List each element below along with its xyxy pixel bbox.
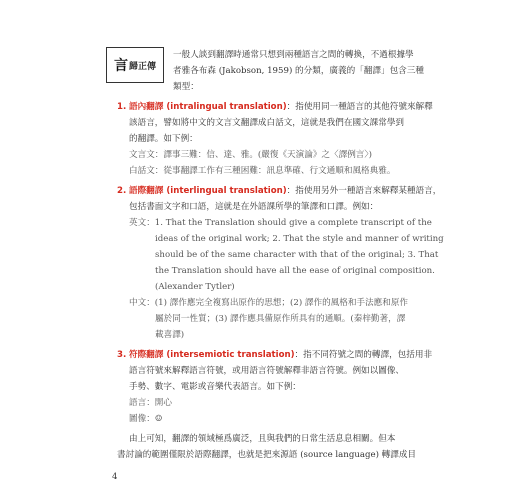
section-body-line: 該語言，譬如將中文的文言文翻譯成白話文，這就是我們在國文課常學到: [129, 118, 405, 128]
section-heading-2: [117, 186, 441, 197]
section-heading-3: [117, 350, 432, 361]
intro-line: 者雅各布森 (Jakobson, 1959) 的分類，廣義的「翻譯」包含三種: [173, 66, 424, 76]
example-line: should be of the same character with that of the original; 3. That: [155, 250, 439, 260]
example-line: 英文：1. That the Translation should give a complete transcript of the: [129, 218, 432, 228]
example-line: 屬於同一性質；(3) 譯作應具備原作所具有的通順。(秦梓勤著，譯: [155, 314, 406, 324]
chapter-sidebox: [106, 47, 164, 83]
page-number: 4: [112, 472, 118, 482]
section-number: 3.: [117, 350, 127, 360]
intro-line: 一般人談到翻譯時通常只想到兩種語言之間的轉換，不過根據學: [173, 50, 414, 60]
section-heading-rest: ：指不同符號之間的轉譯，包括用非: [294, 350, 433, 360]
section-label: 語際翻譯 (interlingual translation): [128, 186, 287, 196]
section-number: 2.: [117, 186, 127, 196]
section-body-line: 的翻譯。如下例：: [129, 134, 198, 144]
section-body-line: 手勢、數字、電影或音樂代表語言。如下例：: [129, 382, 301, 392]
example-line: 圖像：☺: [129, 414, 163, 424]
sidebox-big-char: 言: [113, 58, 128, 74]
section-heading-rest: ：指使用另外一種語言來解釋某種語言，: [286, 186, 442, 196]
example-line: 文言文：譯事三難：信、達、雅。(嚴復《天演論》之〈譯例言〉): [129, 150, 373, 160]
conclusion-line: 由上可知，翻譯的領域極爲廣泛，且與我們的日常生活息息相關。但本: [129, 434, 396, 444]
conclusion-line: 書討論的範圍僅限於語際翻譯，也就是把來源語 (source language) 轉譯成目: [117, 450, 417, 460]
intro-line: 類型：: [173, 82, 199, 92]
section-label: 符際翻譯 (intersemiotic translation): [128, 350, 295, 360]
section-body-line: 包括書面文字和口語，這就是在外語課所學的筆譯和口譯。例如：: [129, 202, 379, 212]
section-number: 1.: [117, 102, 127, 112]
example-line: 白話文：從事翻譯工作有三種困難：訊息準確、行文通順和風格典雅。: [129, 166, 396, 176]
example-line: 中文：(1) 譯作應完全複寫出原作的思想；(2) 譯作的風格和手法應和原作: [129, 298, 409, 308]
section-heading-rest: ：指使用同一種語言的其他符號來解釋: [286, 102, 433, 112]
example-line: the Translation should have all the ease of original composition.: [155, 266, 435, 276]
example-line: ideas of the original work; 2. That the style and manner of writing: [155, 234, 444, 244]
section-heading-1: [117, 102, 433, 113]
example-line: 載喜譯): [155, 330, 185, 340]
sidebox-small-text: 歸正傳: [128, 61, 156, 72]
example-line: 語言：開心: [129, 398, 172, 408]
section-label: 語內翻譯 (intralingual translation): [128, 102, 287, 112]
section-body-line: 語言符號來解釋語言符號，或用語言符號解釋非語言符號。例如以圖像、: [129, 366, 405, 376]
example-line: (Alexander Tytler): [155, 282, 235, 292]
